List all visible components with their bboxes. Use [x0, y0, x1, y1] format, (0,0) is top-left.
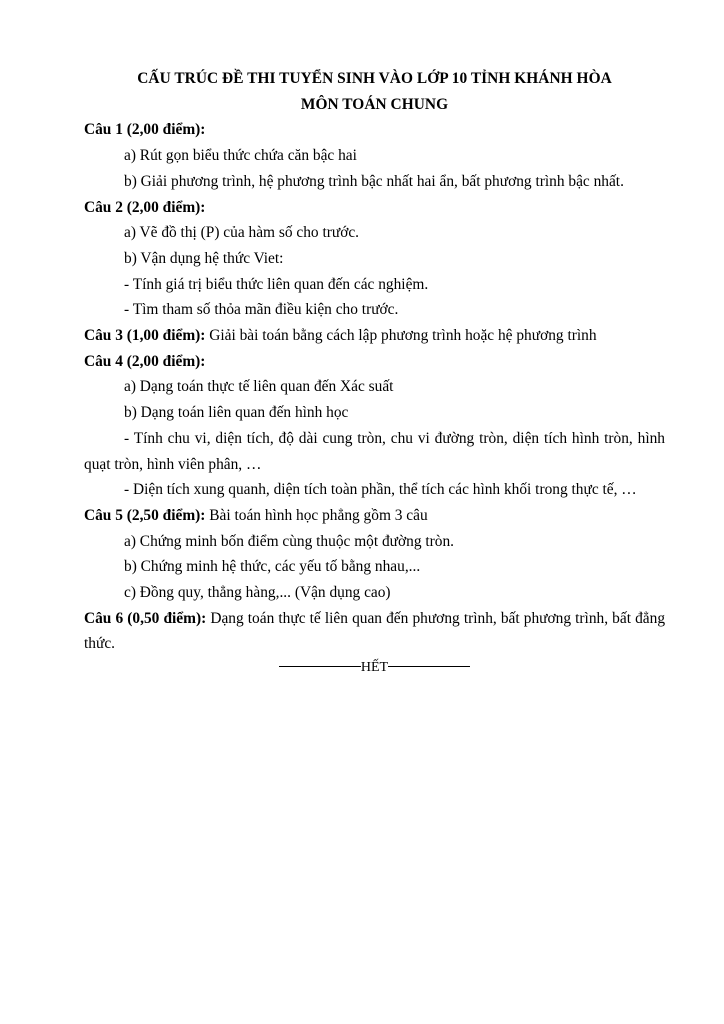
- question-2-bullet-1: - Tính giá trị biểu thức liên quan đến các nghiệm.: [124, 275, 429, 293]
- document-page: [84, 66, 665, 679]
- question-4-bullet-1: - Tính chu vi, diện tích, độ dài cung tròn, chu vi đường tròn, diện tích hình tròn, hình quạt tròn, hình viên phân, …: [84, 429, 665, 473]
- question-5-text: Bài toán hình học phẳng gồm 3 câu: [205, 506, 428, 524]
- question-4-bullet-2: - Diện tích xung quanh, diện tích toàn phần, thể tích các hình khối trong thực tế, …: [124, 481, 637, 499]
- question-5-item-a: a) Chứng minh bốn điểm cùng thuộc một đường tròn.: [124, 532, 455, 550]
- question-2-item-b: b) Vận dụng hệ thức Viet:: [124, 249, 284, 267]
- document-title-line2: MÔN TOÁN CHUNG: [300, 95, 449, 113]
- question-3-heading: Câu 3 (1,00 điểm):: [84, 327, 206, 345]
- question-5-item-b: b) Chứng minh hệ thức, các yếu tố bằng nhau,...: [124, 558, 421, 576]
- question-2-item-a: a) Vẽ đồ thị (P) của hàm số cho trước.: [124, 224, 360, 242]
- question-1-heading: Câu 1 (2,00 điểm):: [84, 121, 206, 139]
- question-4-item-b: b) Dạng toán liên quan đến hình học: [124, 404, 349, 422]
- end-mark-right-rule: [388, 666, 470, 667]
- question-4-item-a: a) Dạng toán thực tế liên quan đến Xác suất: [124, 378, 394, 396]
- question-4-heading: Câu 4 (2,00 điểm):: [84, 352, 206, 370]
- question-1-item-b: b) Giải phương trình, hệ phương trình bậc nhất hai ẩn, bất phương trình bậc nhất.: [124, 172, 624, 190]
- end-mark-text: HẾT: [360, 660, 389, 676]
- document-title-line1: CẤU TRÚC ĐỀ THI TUYỂN SINH VÀO LỚP 10 TỈNH KHÁNH HÒA: [137, 70, 612, 87]
- end-mark-left-rule: [279, 666, 361, 667]
- question-2-bullet-2: - Tìm tham số thỏa mãn điều kiện cho trước.: [124, 301, 399, 319]
- question-3-text: Giải bài toán bằng cách lập phương trình hoặc hệ phương trình: [205, 327, 597, 345]
- question-3: [84, 323, 665, 349]
- question-6-text: Dạng toán thực tế liên quan đến phương trình, bất phương trình, bất đẳng thức.: [84, 609, 666, 653]
- question-5-item-c: c) Đồng quy, thẳng hàng,... (Vận dụng cao): [124, 584, 391, 602]
- question-2-heading: Câu 2 (2,00 điểm):: [84, 198, 206, 216]
- end-mark: [84, 657, 665, 679]
- question-5: [84, 503, 665, 529]
- question-5-heading: Câu 5 (2,50 điểm):: [84, 506, 206, 524]
- question-6: [84, 606, 665, 657]
- question-6-heading: Câu 6 (0,50 điểm):: [84, 609, 207, 627]
- question-1-item-a: a) Rút gọn biểu thức chứa căn bậc hai: [124, 147, 357, 165]
